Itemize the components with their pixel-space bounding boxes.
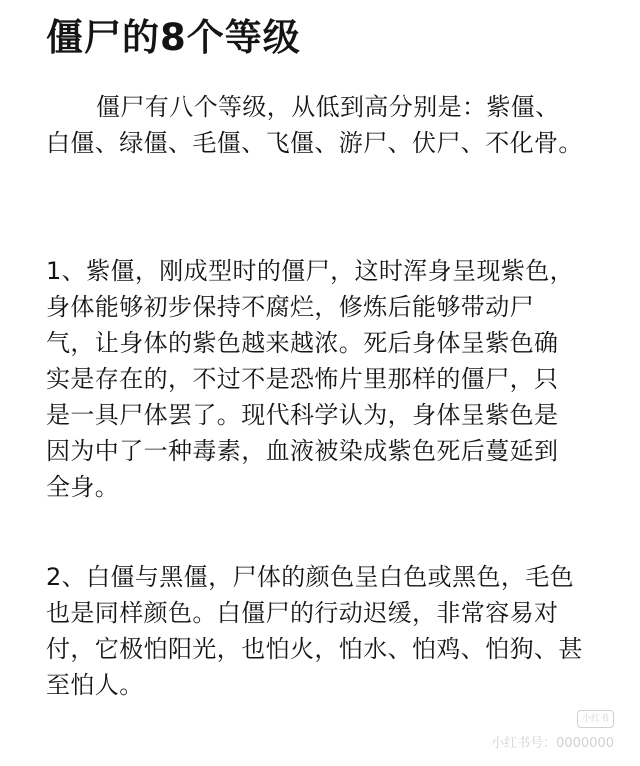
section-1-line: 全身。 xyxy=(46,473,120,501)
intro-line: 白僵、绿僵、毛僵、飞僵、游尸、伏尸、不化骨。 xyxy=(46,129,583,157)
article-title: 僵尸的8个等级 xyxy=(46,16,301,59)
section-2-line: 付，它极怕阳光，也怕火，怕水、怕鸡、怕狗、甚 xyxy=(46,635,583,663)
section-2-line: 也是同样颜色。白僵尸的行动迟缓，非常容易对 xyxy=(46,599,559,627)
section-1-line: 实是存在的，不过不是恐怖片里那样的僵尸，只 xyxy=(46,365,559,393)
intro-line: 僵尸有八个等级，从低到高分别是：紫僵、 xyxy=(96,93,560,121)
section-1-line: 是一具尸体罢了。现代科学认为，身体呈紫色是 xyxy=(46,401,559,429)
section-2-line: 至怕人。 xyxy=(46,671,144,699)
section-1-line: 因为中了一种毒素，血液被染成紫色死后蔓延到 xyxy=(46,437,559,465)
intro-paragraph xyxy=(46,89,602,161)
section-1-line: 1、紫僵，刚成型时的僵尸，这时浑身呈现紫色， xyxy=(46,257,575,285)
watermark xyxy=(491,706,614,752)
watermark-text: 小红书号：0000000 xyxy=(491,736,614,751)
section-2-line: 2、白僵与黑僵，尸体的颜色呈白色或黑色，毛色 xyxy=(46,563,575,591)
section-1-line: 身体能够初步保持不腐烂，修炼后能够带动尸 xyxy=(46,293,534,321)
section-1-line: 气，让身体的紫色越来越浓。死后身体呈紫色确 xyxy=(46,329,559,357)
watermark-logo: 小红书 xyxy=(577,710,614,728)
section-2-paragraph xyxy=(46,559,602,703)
section-1-paragraph xyxy=(46,253,602,505)
